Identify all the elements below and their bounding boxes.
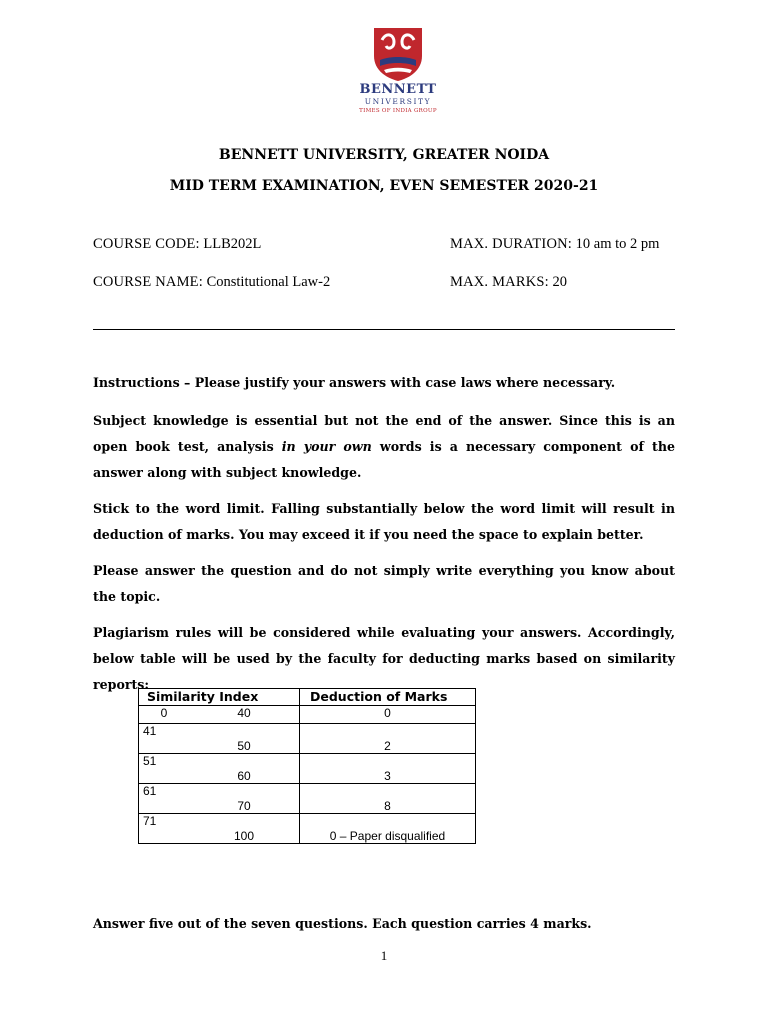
cell-deduction: 8 [300, 784, 476, 814]
cell-to: 70 [189, 784, 300, 814]
max-marks-value: 20 [552, 274, 568, 290]
course-name-value: Constitutional Law-2 [206, 274, 331, 290]
cell-to: 40 [189, 706, 300, 724]
logo-name: BENNETT [359, 82, 437, 97]
instruction-1: Instructions – Please justify your answers with case laws where necessary. [93, 375, 616, 390]
instruction-2-a: Subject knowledge is essential but not the end of the answer. Since this is an open book test, analysis [93, 413, 675, 454]
similarity-table [138, 688, 476, 844]
cell-to: 50 [189, 724, 300, 754]
cell-from: 41 [139, 724, 190, 754]
cell-to: 100 [189, 814, 300, 844]
university-logo [356, 26, 440, 121]
cell-deduction: 0 [300, 706, 476, 724]
course-name [93, 274, 330, 291]
university-title: BENNETT UNIVERSITY, GREATER NOIDA [218, 147, 550, 163]
logo-sub: UNIVERSITY [364, 97, 432, 106]
instruction-5: Plagiarism rules will be considered while evaluating your answers. Accordingly, below table will be used by the faculty for deducting marks based on similarity reports: [93, 625, 675, 692]
max-marks [450, 274, 567, 291]
logo-tag: TIMES OF INDIA GROUP [359, 108, 437, 114]
table-header-row [139, 689, 476, 706]
cell-from: 61 [139, 784, 190, 814]
table-row [139, 706, 476, 724]
cell-from: 71 [139, 814, 190, 844]
instruction-2-b: words is a necessary component of the answer along with subject knowledge. [93, 439, 675, 480]
table-row [139, 814, 476, 844]
cell-from: 51 [139, 754, 190, 784]
page-number: 1 [380, 948, 388, 963]
cell-deduction: 3 [300, 754, 476, 784]
course-code [93, 236, 261, 253]
divider [93, 329, 675, 330]
instruction-3: Stick to the word limit. Falling substantially below the word limit will result in deduction of marks. You may exceed it if you need the space to explain better. [93, 501, 675, 542]
course-code-value: LLB202L [203, 236, 262, 252]
table-row [139, 754, 476, 784]
table-row [139, 784, 476, 814]
max-duration [450, 236, 659, 253]
cell-deduction: 0 – Paper disqualified [300, 814, 476, 844]
course-code-label: COURSE CODE: [93, 236, 200, 252]
exam-title: MID TERM EXAMINATION, EVEN SEMESTER 2020-21 [169, 178, 599, 194]
header-deduction: Deduction of Marks [300, 689, 476, 706]
header-similarity-index: Similarity Index [139, 689, 300, 706]
cell-from: 0 [139, 706, 190, 724]
cell-to: 60 [189, 754, 300, 784]
table-row [139, 724, 476, 754]
instruction-4: Please answer the question and do not simply write everything you know about the topic. [93, 563, 675, 604]
cell-deduction: 2 [300, 724, 476, 754]
answer-note: Answer five out of the seven questions. Each question carries 4 marks. [93, 916, 592, 931]
instruction-2 [93, 408, 675, 486]
instruction-2-emphasis: in your own [281, 439, 372, 454]
max-duration-label: MAX. DURATION: [450, 236, 573, 252]
max-duration-value: 10 am to 2 pm [575, 236, 660, 252]
crest-icon [372, 26, 424, 82]
course-name-label: COURSE NAME: [93, 274, 203, 290]
max-marks-label: MAX. MARKS: [450, 274, 549, 290]
